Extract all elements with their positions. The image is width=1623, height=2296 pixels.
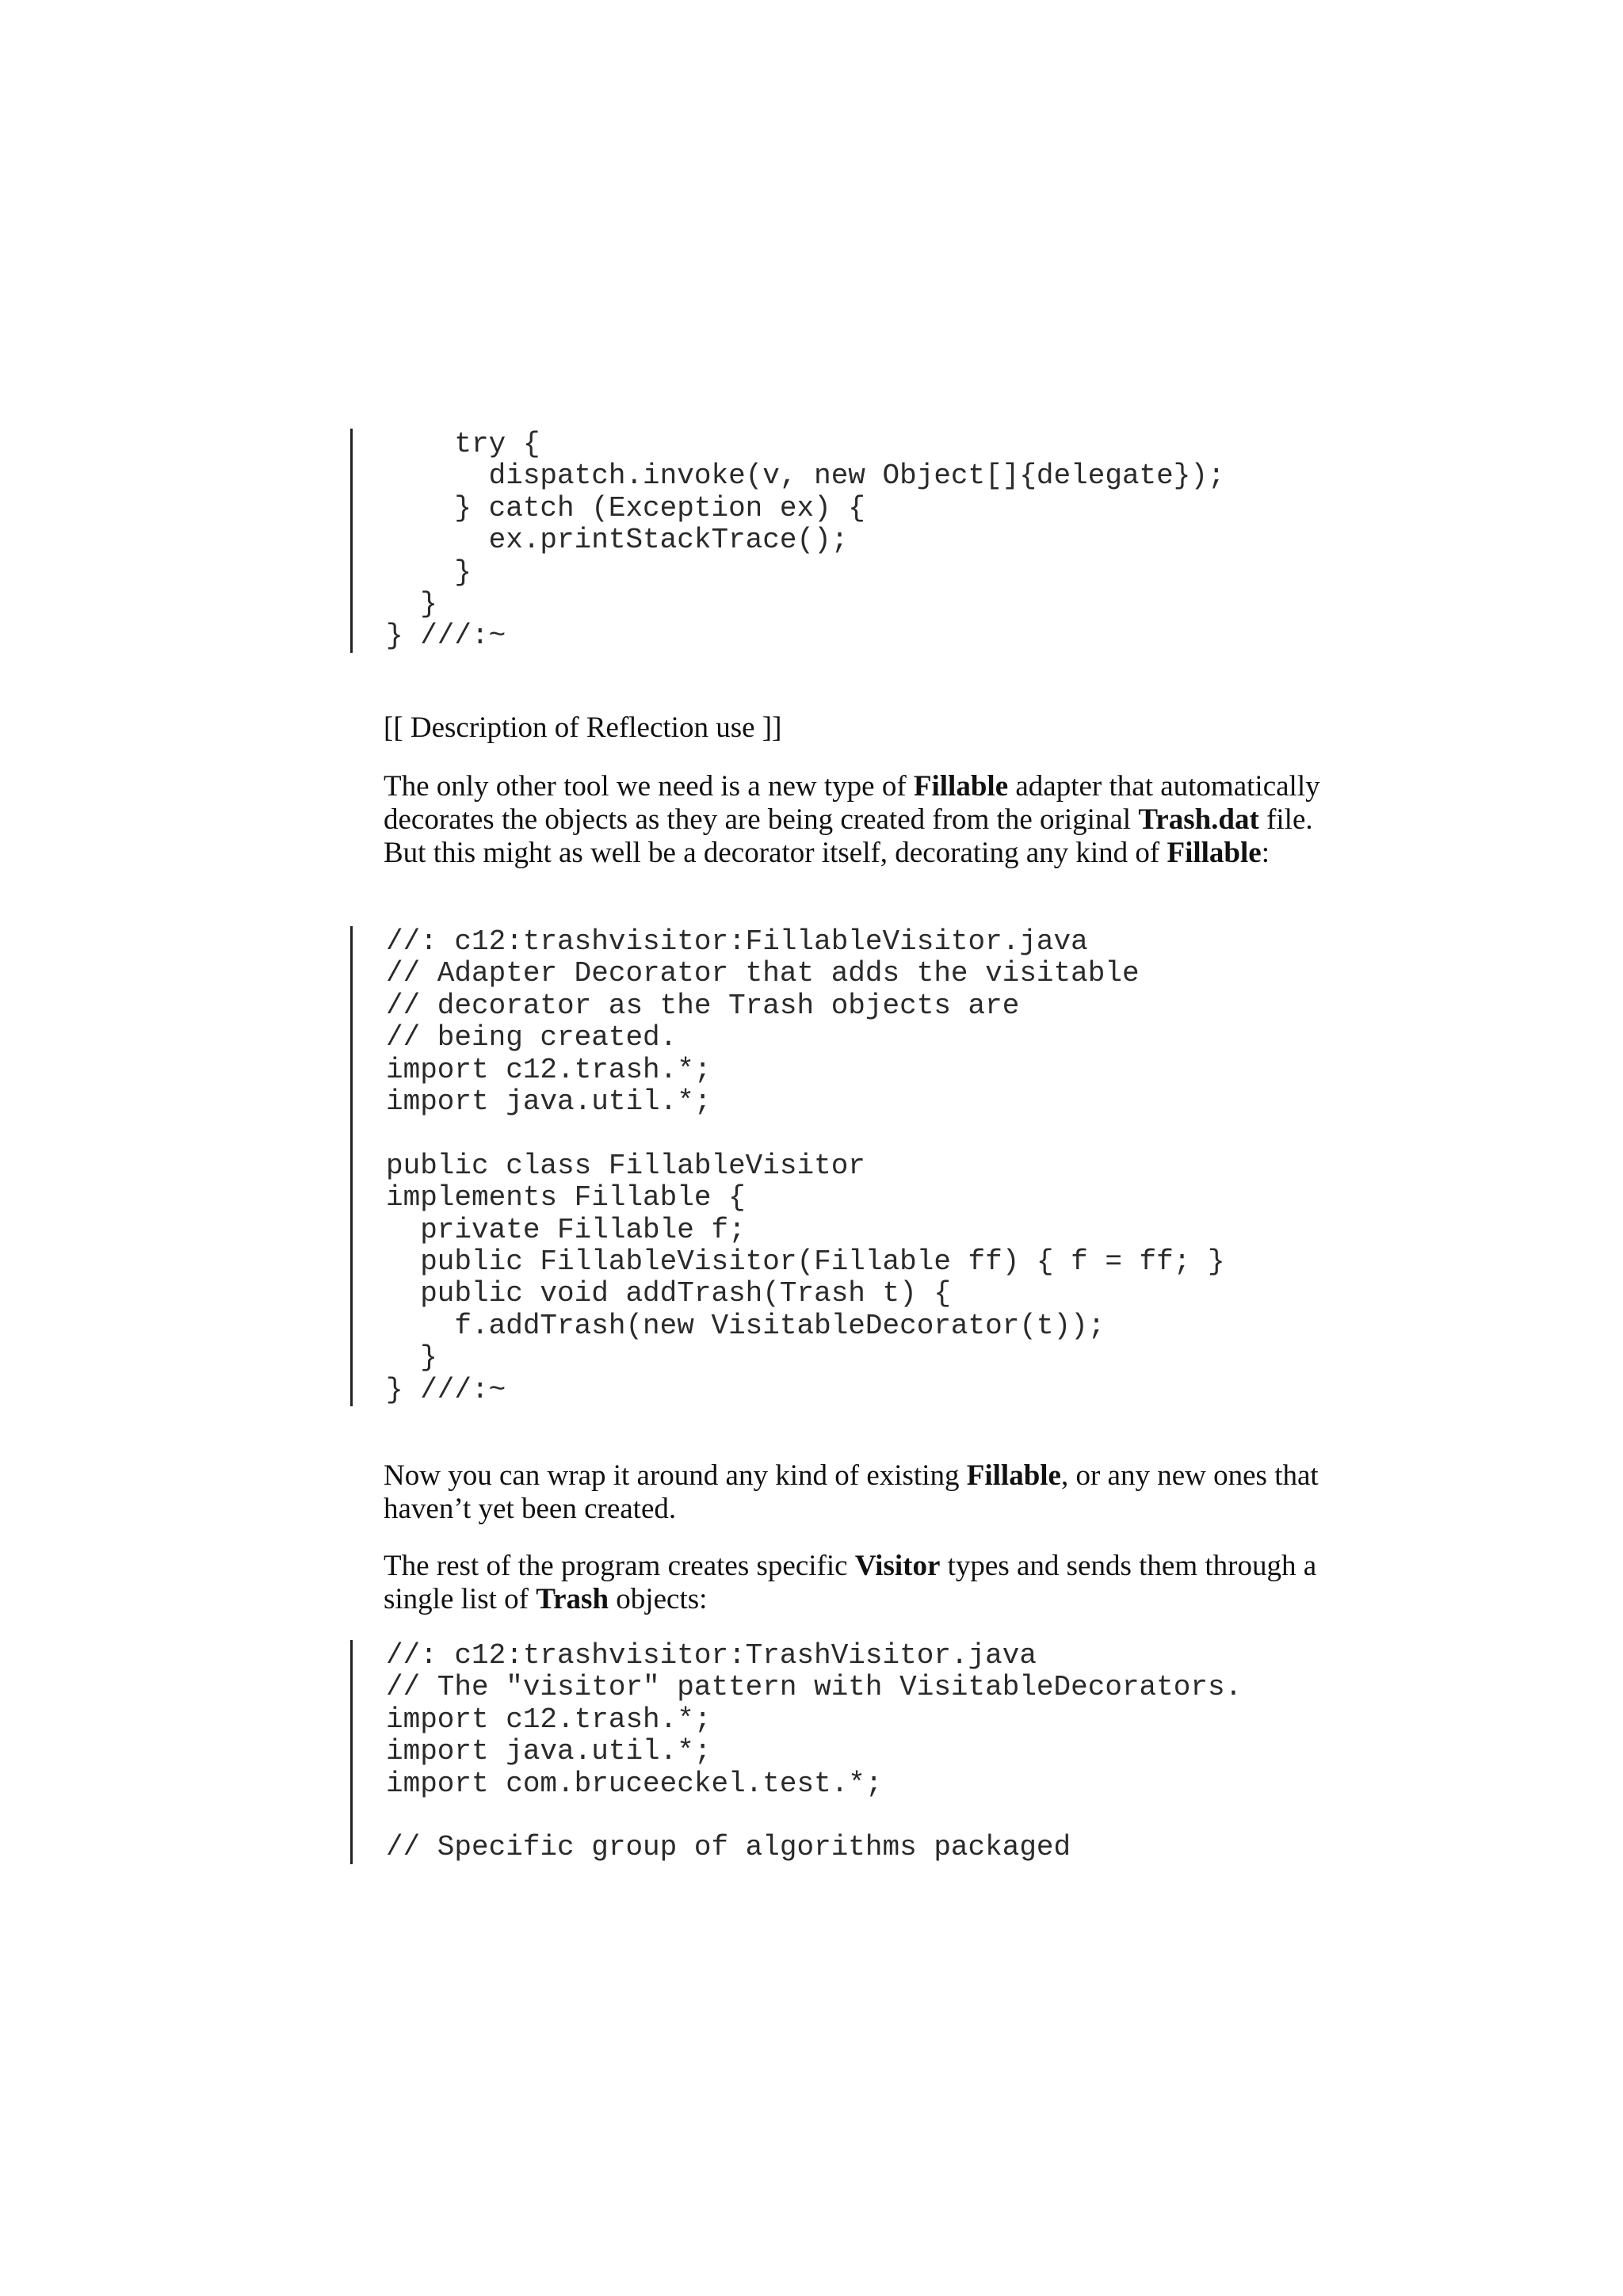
text-run: Now you can wrap it around any kind of existing [384, 1459, 967, 1492]
bold-term: Trash [536, 1583, 609, 1615]
bold-term: Fillable [966, 1459, 1061, 1492]
rest-paragraph [384, 1550, 1335, 1616]
bold-term: Trash.dat [1138, 803, 1259, 836]
code-listing-fillable-visitor [350, 926, 1225, 1406]
text-run: objects: [609, 1583, 708, 1615]
fillable-intro-paragraph [384, 770, 1335, 870]
text-run: types and sends them through a single list of [384, 1550, 1317, 1615]
code-listing-trash-visitor [350, 1640, 1242, 1864]
code-listing-dispatch [350, 429, 1225, 653]
code-text: //: c12:trashvisitor:FillableVisitor.java // Adapter Decorator that adds the visitable // decorator as the Trash objects are // being created. import c12.trash.*; import java.util.*; public class FillableVisitor implements Fillable { private Fillable f; public FillableVisitor(Fillable ff) { f = ff; } public void addTrash(Trash t) { f.addTrash(new VisitableDecorator(t)); } } ///:~ [386, 925, 1225, 1406]
code-text: try { dispatch.invoke(v, new Object[]{delegate}); } catch (Exception ex) { ex.printStackTrace(); } } } ///:~ [386, 428, 1225, 653]
text-run: : [1261, 837, 1270, 869]
code-text: //: c12:trashvisitor:TrashVisitor.java // The "visitor" pattern with VisitableDecorators. import c12.trash.*; import java.util.*; import com.bruceeckel.test.*; // Specific group of algorithms packaged [386, 1639, 1243, 1864]
reflection-note: [[ Description of Reflection use ]] [384, 711, 782, 744]
text-run: The only other tool we need is a new type of [384, 770, 914, 803]
bold-term: Fillable [913, 770, 1009, 803]
text-run: The rest of the program creates specific [384, 1550, 855, 1582]
bold-term: Visitor [854, 1550, 941, 1582]
text-run: , or any new ones that haven’t yet been created. [384, 1459, 1319, 1525]
text-run: file. But this might as well be a decorator itself, decorating any kind of [384, 803, 1313, 869]
bold-term: Fillable [1167, 837, 1262, 869]
wrap-paragraph [384, 1459, 1335, 1526]
text-run: adapter that automatically decorates the objects as they are being created from the original [384, 770, 1320, 836]
